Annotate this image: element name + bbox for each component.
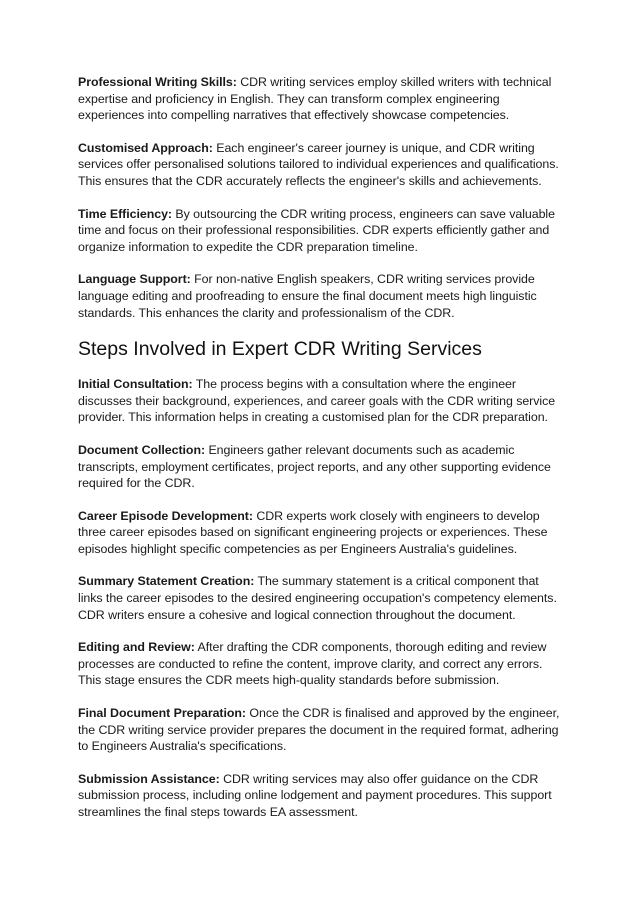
paragraph-term: Submission Assistance: (78, 771, 220, 786)
paragraph-text: CDR writing services may also offer guidance on the CDR submission process, including online lodgement and payment procedures. This support streamlines the final steps towards EA assessment. (78, 771, 552, 819)
paragraph-editing-and-review (78, 639, 566, 689)
paragraph-career-episode-development (78, 508, 566, 558)
paragraph-term: Language Support: (78, 272, 191, 287)
paragraph-term: Final Document Preparation: (78, 706, 247, 721)
paragraph-term: Time Efficiency: (78, 206, 172, 221)
paragraph-term: Document Collection: (78, 442, 206, 457)
paragraph-final-document-preparation (78, 705, 566, 755)
paragraph-text: By outsourcing the CDR writing process, engineers can save valuable time and focus on their professional responsibilities. CDR experts efficiently gather and organize information to expedite the CDR preparation timeline. (78, 206, 555, 254)
paragraph-text: Engineers gather relevant documents such as academic transcripts, employment certificates, project reports, and any other supporting evidence required for the CDR. (78, 442, 551, 491)
paragraph-text: CDR writing services employ skilled writers with technical expertise and proficiency in English. They can transform complex engineering experiences into compelling narratives that effectively showcase competencies. (78, 75, 552, 123)
paragraph-language-support (78, 271, 566, 321)
paragraph-term: Initial Consultation: (78, 377, 193, 392)
paragraph-customised-approach (78, 140, 566, 190)
paragraph-text: Once the CDR is finalised and approved by the engineer, the CDR writing service provider prepares the document in the required format, adhering to Engineers Australia's specifications. (78, 706, 560, 754)
paragraph-text: After drafting the CDR components, thorough editing and review processes are conducted to refine the content, improve clarity, and correct any errors. This stage ensures the CDR meets high-quality standards before submission. (78, 640, 547, 688)
paragraph-initial-consultation (78, 376, 566, 426)
paragraph-document-collection (78, 442, 566, 492)
paragraph-term: Summary Statement Creation: (78, 574, 255, 589)
paragraph-time-efficiency (78, 206, 566, 256)
section-heading: Steps Involved in Expert CDR Writing Services (78, 338, 482, 361)
paragraph-text: CDR experts work closely with engineers to develop three career episodes based on significant engineering projects or experiences. These episodes highlight specific competencies as per Engineers Australia's guidelines. (78, 508, 548, 556)
paragraph-text: The process begins with a consultation where the engineer discusses their background, experiences, and career goals with the CDR writing service provider. This information helps in creating a customised plan for the CDR preparation. (78, 377, 556, 425)
paragraph-term: Professional Writing Skills: (78, 75, 237, 89)
paragraph-term: Editing and Review: (78, 640, 195, 655)
paragraph-professional-writing-skills (78, 74, 566, 124)
paragraph-term: Career Episode Development: (78, 508, 253, 523)
paragraph-text: The summary statement is a critical component that links the career episodes to the desired engineering occupation's competency elements. CDR writers ensure a cohesive and logical connection throughout the document. (78, 574, 557, 622)
document-body (78, 74, 566, 837)
paragraph-term: Customised Approach: (78, 140, 213, 155)
paragraph-text: For non-native English speakers, CDR writing services provide language editing and proofreading to ensure the final document meets high linguistic standards. This enhances the clarity and professionalism of the CDR. (78, 272, 537, 320)
paragraph-summary-statement-creation (78, 573, 566, 623)
paragraph-text: Each engineer's career journey is unique, and CDR writing services offer personalised solutions tailored to individual experiences and qualifications. This ensures that the CDR accurately reflects the engineer's skills and achievements. (78, 140, 559, 188)
paragraph-submission-assistance (78, 771, 566, 821)
